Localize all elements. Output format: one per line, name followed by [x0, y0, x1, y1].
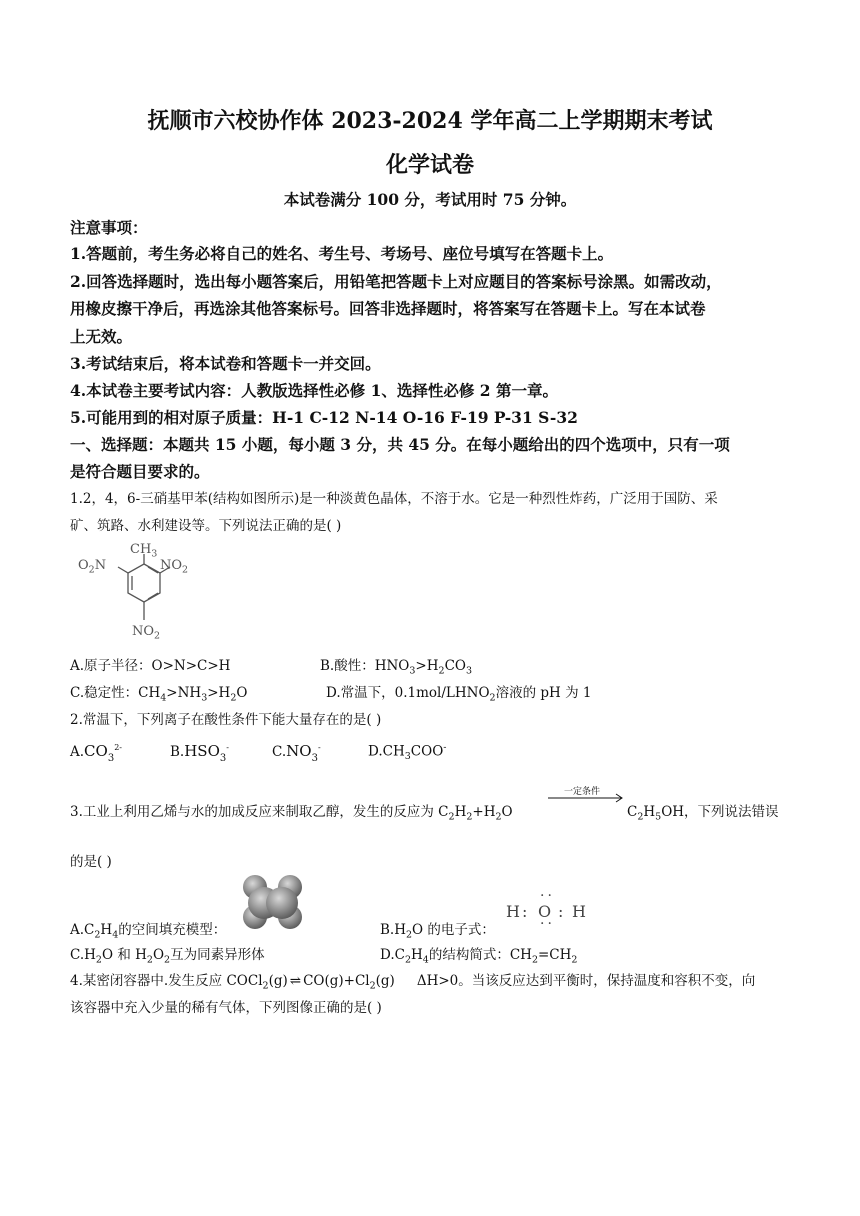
note-2-line-1: 2.回答选择题时，选出每小题答案后，用铅笔把答题卡上对应题目的答案标号涂黑。如需改动， [70, 272, 722, 291]
note-5: 5.可能用到的相对原子质量：H-1 C-12 N-14 O-16 F-19 P-31 S-32 [70, 408, 578, 427]
note-2-line-3: 上无效。 [70, 327, 133, 346]
q3-stem-product: $C_2H_5OH$，下列说法错误 [627, 804, 779, 823]
note-4: 4.本试卷主要考试内容：人教版选择性必修 1、选择性必修 2 第一章。 [70, 381, 558, 400]
ethylene-space-filling-model-icon [240, 872, 306, 934]
q2-option-d: $D.CH_3COO^-$ [368, 742, 447, 763]
reaction-arrow [548, 784, 624, 804]
q2-stem: 2.常温下，下列离子在酸性条件下能大量存在的是( ) [70, 712, 382, 728]
tnt-structure-diagram [74, 540, 204, 648]
lewis-pair-bottom: ·· [540, 916, 555, 932]
exam-title: 抚顺市六校协作体 2023-2024 学年高二上学期期末考试 [147, 108, 713, 134]
q3-option-d: $D.C_2H_4$的结构简式：$CH_2=CH_2$ [380, 947, 578, 966]
q1-stem-line-2: 矿、筑路、水利建设等。下列说法正确的是( ) [70, 518, 342, 534]
q3-option-b: $B.H_2O$ 的电子式： [380, 922, 495, 941]
q4-stem-line-2: 该容器中充入少量的稀有气体，下列图像正确的是( ) [70, 1000, 382, 1016]
notes-heading: 注意事项： [70, 218, 148, 237]
q3-option-a: $A.C_2H_4$的空间填充模型： [70, 922, 227, 941]
right-arrow-icon [548, 784, 624, 804]
q2-option-b: $B.HSO_3^-$ [170, 742, 229, 764]
q3-option-c: $C.H_2O$ 和 $H_2O_2$互为同素异形体 [70, 947, 265, 966]
q3-stem-line-2: 的是( ) [70, 854, 112, 870]
q1-option-b: B.酸性：$HNO_3>H_2CO_3$ [320, 658, 473, 677]
reaction-condition: 一定条件 [564, 787, 601, 797]
lewis-pair-right: : [558, 902, 564, 921]
q1-option-a: A.原子半径：O>N>C>H [70, 658, 231, 674]
lewis-pair-top: ·· [540, 888, 555, 904]
o2n-label: $O_2N$ [78, 558, 107, 576]
q2-option-c: $C.NO_3^-$ [272, 742, 321, 764]
note-1: 1.答题前，考生务必将自己的姓名、考生号、考场号、座位号填写在答题卡上。 [70, 244, 614, 263]
lewis-pair-left: : [522, 902, 528, 921]
no2-bottom-label: $NO_2$ [132, 624, 161, 642]
note-3: 3.考试结束后，将本试卷和答题卡一并交回。 [70, 354, 381, 373]
water-electron-formula [506, 888, 592, 932]
lewis-h-right: H [572, 902, 586, 921]
note-2-line-2: 用橡皮擦干净后，再选涂其他答案标号。回答非选择题时，将答案写在答题卡上。写在本试卷 [70, 299, 706, 318]
section-heading-line-1: 一、选择题：本题共 15 小题，每小题 3 分，共 45 分。在每小题给出的四个选项中，只有一项 [70, 435, 730, 454]
q1-stem-line-1: 1.2，4，6-三硝基甲苯(结构如图所示)是一种淡黄色晶体，不溶于水。它是一种烈性炸药，广泛用于国防、采 [70, 491, 718, 507]
q1-option-d: D.常温下，$0.1mol/LHNO_2$溶液的 pH 为 1 [326, 685, 592, 704]
lewis-h-left: H [506, 902, 520, 921]
no2-right-label: $NO_2$ [160, 558, 189, 576]
lewis-o: O [538, 902, 552, 921]
q2-option-a: $A.CO_3^{2-}$ [70, 742, 122, 764]
q1-option-c: C.稳定性：$CH_4>NH_3>H_2O$ [70, 685, 248, 704]
section-heading-line-2: 是符合题目要求的。 [70, 462, 210, 481]
equilibrium-arrow-icon: ⇌ [289, 973, 302, 989]
q4-stem-line-1: 4.某密闭容器中.发生反应 COCl$_2$(g) ⇌ $CO(g)+Cl_2(g)$ ΔH>0。当该反应达到平衡时，保持温度和容积不变，向 [70, 973, 756, 992]
q3-stem-line-1: 3.工业上利用乙烯与水的加成反应来制取乙醇，发生的反应为 $C_2H_2+H_2O$ [70, 804, 513, 823]
subject-title: 化学试卷 [385, 152, 474, 178]
ch3-label: $CH_3$ [130, 542, 158, 560]
exam-info: 本试卷满分 100 分，考试用时 75 分钟。 [283, 190, 577, 209]
